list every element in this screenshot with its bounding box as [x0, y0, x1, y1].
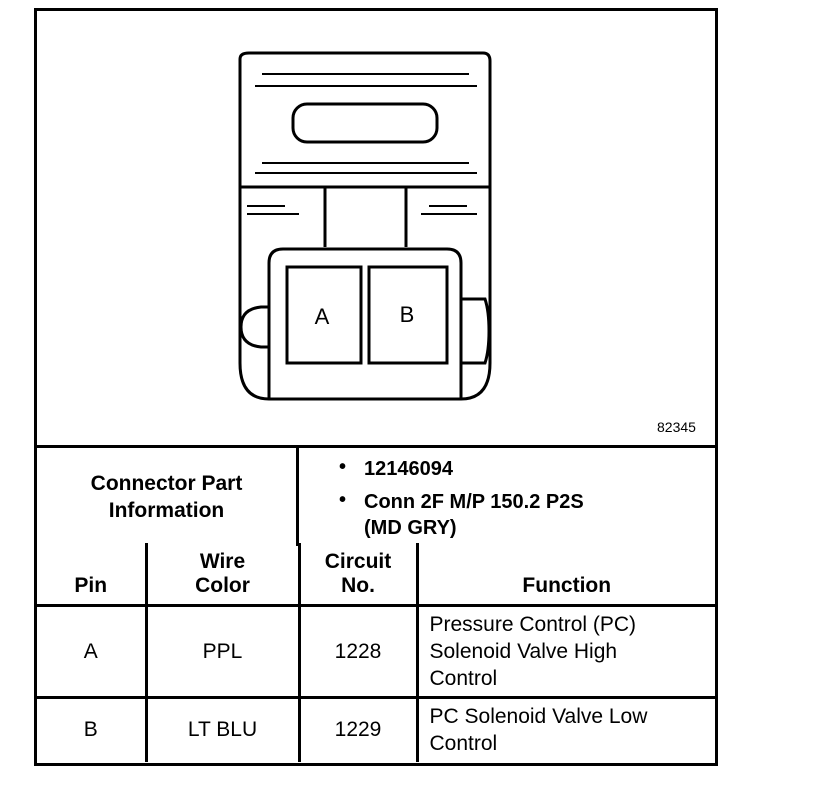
connector-info-items — [299, 448, 715, 546]
connector-info-label — [37, 448, 299, 546]
header-wire-color: Wire Color — [146, 543, 299, 606]
connector-part-info — [37, 445, 715, 546]
latch-window — [293, 104, 437, 142]
connector-illustration — [37, 11, 715, 445]
pin-label-b: B — [399, 302, 415, 327]
cell-wire-color: PPL — [146, 606, 299, 698]
pinout-table — [37, 543, 715, 762]
cell-pin: A — [37, 606, 146, 698]
connector-diagram-frame — [34, 8, 718, 766]
figure-number: 82345 — [657, 419, 696, 435]
header-function: Function — [417, 543, 715, 606]
cell-pin: B — [37, 698, 146, 762]
right-latch — [461, 299, 489, 363]
pin-label-a: A — [314, 304, 330, 329]
bullet-icon: • — [339, 489, 347, 511]
connector-drawing — [37, 11, 715, 445]
header-circuit: Circuit No. — [299, 543, 417, 606]
connector-info-label-text: Connector Part Information — [90, 472, 243, 522]
connector-lower-body — [240, 187, 490, 399]
cell-function: Pressure Control (PC) Solenoid Valve High Control — [417, 606, 715, 698]
cell-function: PC Solenoid Valve Low Control — [417, 698, 715, 762]
table-row — [37, 698, 715, 762]
part-number: 12146094 — [364, 458, 453, 480]
bullet-icon: • — [339, 456, 347, 478]
table-row — [37, 606, 715, 698]
left-latch — [241, 307, 269, 347]
header-pin: Pin — [37, 543, 146, 606]
table-header-row — [37, 543, 715, 606]
cell-circuit: 1228 — [299, 606, 417, 698]
pin-housing — [269, 249, 461, 399]
cell-wire-color: LT BLU — [146, 698, 299, 762]
cell-circuit: 1229 — [299, 698, 417, 762]
connector-description: Conn 2F M/P 150.2 P2S (MD GRY) — [364, 491, 584, 539]
